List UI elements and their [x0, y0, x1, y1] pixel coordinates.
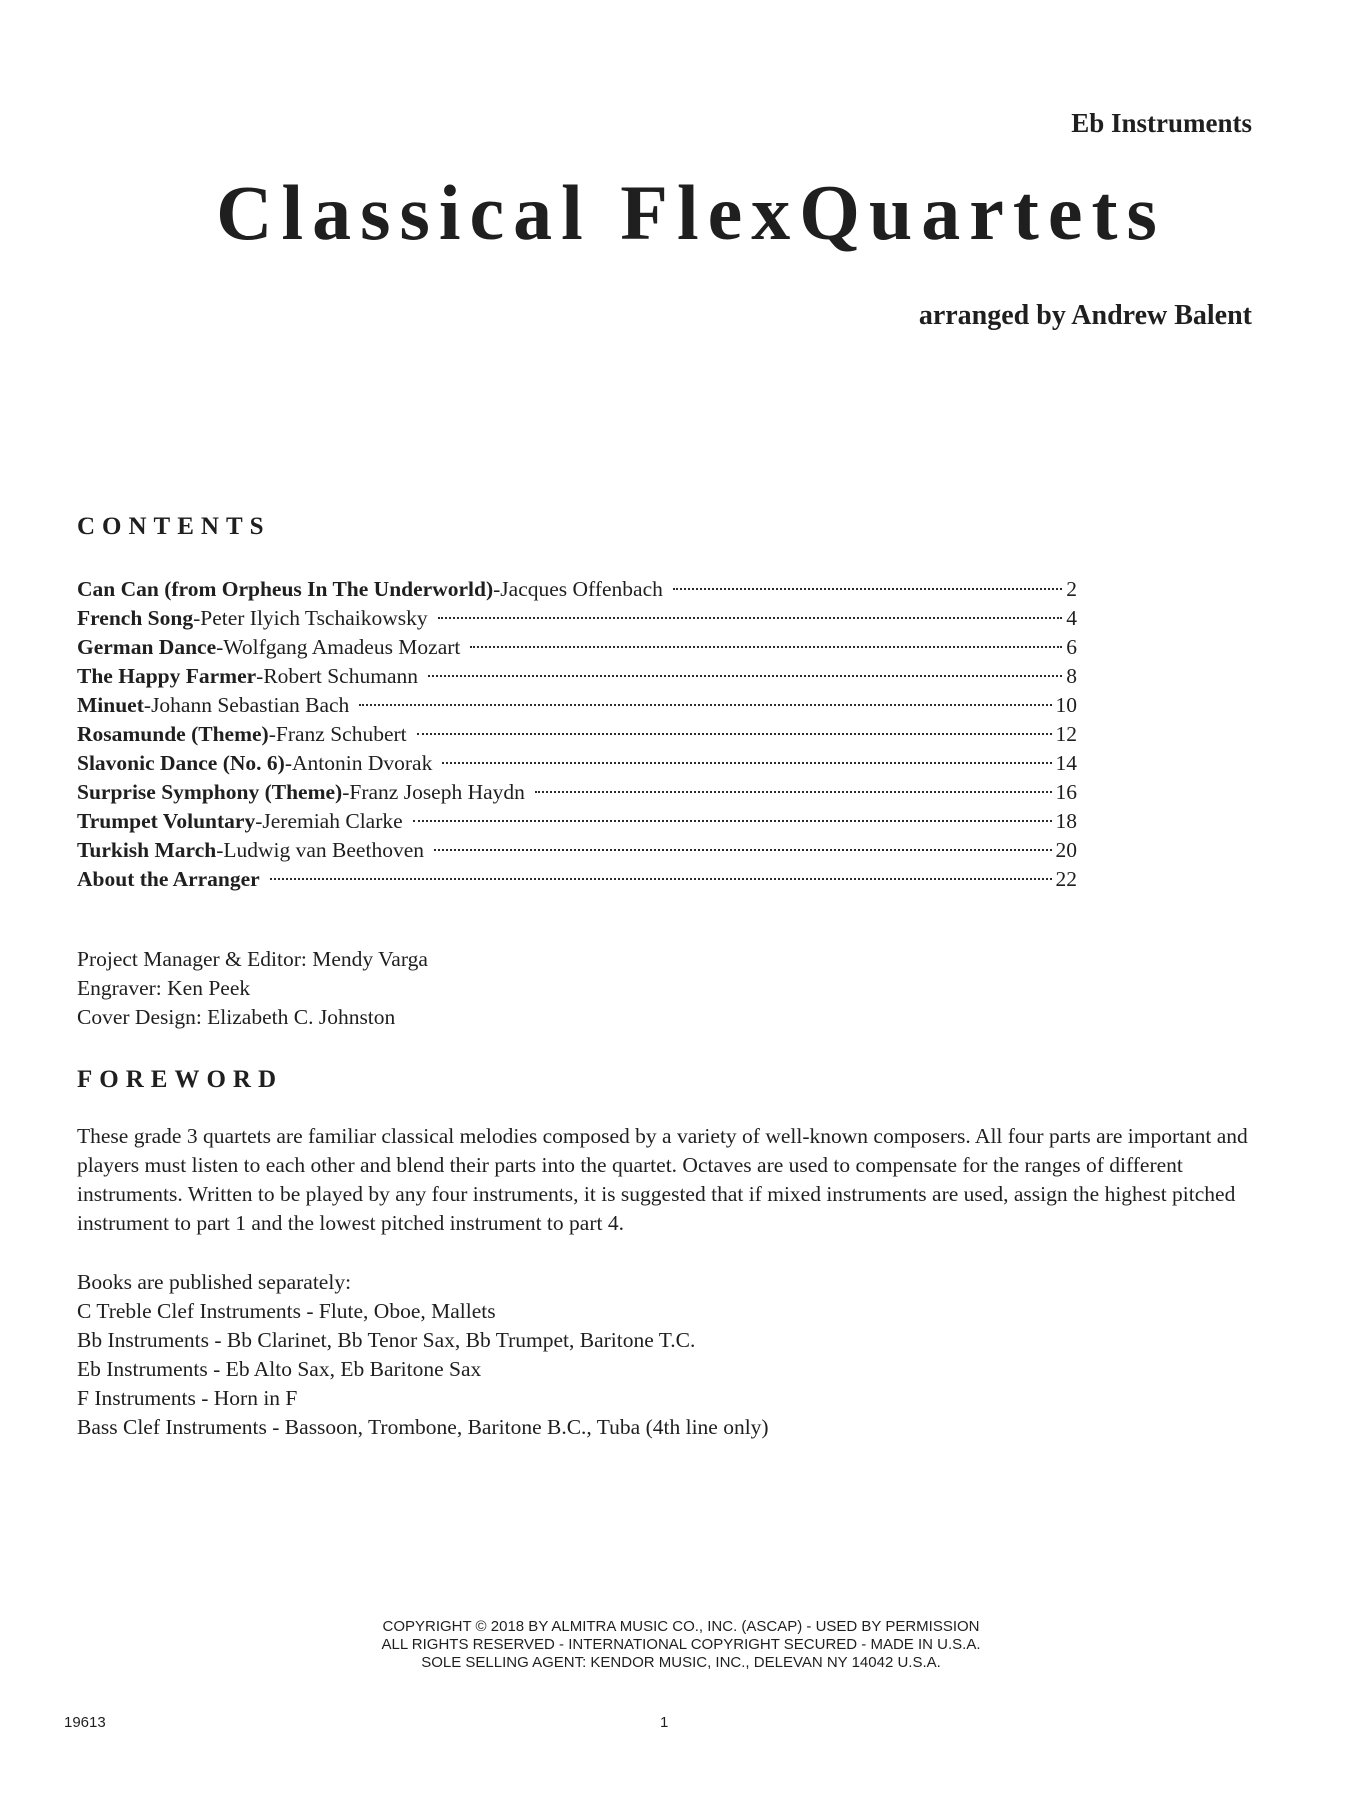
toc-title: Turkish March: [77, 838, 217, 862]
toc-composer: Franz Joseph Haydn: [349, 780, 525, 804]
dot-leader: [442, 762, 1051, 764]
page-number: 1: [660, 1714, 669, 1731]
dot-leader: [417, 733, 1052, 735]
toc-entry[interactable]: [77, 778, 1077, 807]
copyright-line: SOLE SELLING AGENT: KENDOR MUSIC, INC., DELEVAN NY 14042 U.S.A.: [421, 1654, 941, 1671]
dot-leader: [428, 675, 1062, 677]
toc-separator: -: [193, 606, 201, 630]
books-intro: Books are published separately:: [77, 1270, 352, 1294]
toc-separator: -: [268, 722, 276, 746]
foreword-paragraph: These grade 3 quartets are familiar classical melodies composed by a variety of well-known composers. All four parts are important and players must listen to each other and blend their parts into the quartet. Octaves are used to compensate for the ranges of different instruments. Written to be played by any four instruments, it is suggested that if mixed instruments are used, assign the highest pitched instrument to part 1 and the lowest pitched instrument to part 4.: [77, 1124, 1248, 1235]
toc-entry[interactable]: [77, 604, 1077, 633]
toc-separator: -: [216, 838, 224, 862]
production-credits: [77, 945, 428, 1032]
books-list: [77, 1268, 769, 1442]
edition-label: Eb Instruments: [1071, 108, 1252, 138]
dot-leader: [413, 820, 1052, 822]
copyright-notice: [0, 1618, 1352, 1672]
toc-page-number: 12: [1055, 722, 1077, 746]
copyright-line: COPYRIGHT © 2018 BY ALMITRA MUSIC CO., INC. (ASCAP) - USED BY PERMISSION: [382, 1618, 980, 1635]
toc-entry[interactable]: [77, 662, 1077, 691]
toc-title: French Song: [77, 606, 194, 630]
toc-title: German Dance: [77, 635, 217, 659]
toc-title: Trumpet Voluntary: [77, 809, 256, 833]
toc-entry[interactable]: [77, 865, 1077, 894]
toc-title: Slavonic Dance (No. 6): [77, 751, 285, 775]
dot-leader: [359, 704, 1051, 706]
credit-line: Engraver: Ken Peek: [77, 976, 251, 1000]
toc-composer: Ludwig van Beethoven: [223, 838, 424, 862]
toc-page-number: 4: [1066, 606, 1077, 630]
toc-page-number: 6: [1066, 635, 1077, 659]
toc-title: The Happy Farmer: [77, 664, 257, 688]
toc-page-number: 10: [1055, 693, 1077, 717]
dot-leader: [438, 617, 1063, 619]
dot-leader: [673, 588, 1062, 590]
credit-line: Project Manager & Editor: Mendy Varga: [77, 947, 428, 971]
toc-page-number: 8: [1066, 664, 1077, 688]
toc-title: Minuet: [77, 693, 144, 717]
book-item: Bass Clef Instruments - Bassoon, Trombone, Baritone B.C., Tuba (4th line only): [77, 1415, 769, 1439]
dot-leader: [434, 849, 1052, 851]
catalog-number: 19613: [64, 1714, 106, 1731]
toc-page-number: 18: [1055, 809, 1077, 833]
table-of-contents: [77, 575, 1077, 894]
toc-entry[interactable]: [77, 691, 1077, 720]
page-title: Classical FlexQuartets: [216, 169, 1166, 256]
toc-title: Rosamunde (Theme): [77, 722, 269, 746]
toc-title: Surprise Symphony (Theme): [77, 780, 343, 804]
foreword-body: [77, 1122, 1257, 1238]
toc-entry[interactable]: [77, 575, 1077, 604]
dot-leader: [535, 791, 1052, 793]
dot-leader: [470, 646, 1062, 648]
toc-separator: -: [342, 780, 350, 804]
book-item: Bb Instruments - Bb Clarinet, Bb Tenor Sax, Bb Trumpet, Baritone T.C.: [77, 1328, 696, 1352]
copyright-line: ALL RIGHTS RESERVED - INTERNATIONAL COPYRIGHT SECURED - MADE IN U.S.A.: [381, 1636, 981, 1653]
toc-entry[interactable]: [77, 633, 1077, 662]
book-item: Eb Instruments - Eb Alto Sax, Eb Baritone Sax: [77, 1357, 482, 1381]
arranger-credit: arranged by Andrew Balent: [918, 300, 1252, 331]
toc-page-number: 16: [1055, 780, 1077, 804]
contents-heading: CONTENTS: [77, 513, 271, 540]
toc-composer: Jeremiah Clarke: [262, 809, 403, 833]
toc-separator: -: [256, 664, 264, 688]
toc-entry[interactable]: [77, 807, 1077, 836]
toc-separator: -: [255, 809, 263, 833]
book-item: C Treble Clef Instruments - Flute, Oboe, Mallets: [77, 1299, 496, 1323]
toc-title: About the Arranger: [77, 867, 260, 891]
toc-composer: Robert Schumann: [263, 664, 418, 688]
toc-composer: Franz Schubert: [275, 722, 407, 746]
toc-entry[interactable]: [77, 836, 1077, 865]
toc-entry[interactable]: [77, 749, 1077, 778]
toc-composer: Johann Sebastian Bach: [151, 693, 350, 717]
credit-line: Cover Design: Elizabeth C. Johnston: [77, 1005, 396, 1029]
toc-composer: Wolfgang Amadeus Mozart: [223, 635, 461, 659]
toc-title: Can Can (from Orpheus In The Underworld): [77, 577, 494, 601]
toc-page-number: 14: [1055, 751, 1077, 775]
toc-page-number: 22: [1055, 867, 1077, 891]
toc-separator: -: [493, 577, 501, 601]
toc-composer: Antonin Dvorak: [292, 751, 433, 775]
dot-leader: [270, 878, 1052, 880]
toc-separator: -: [143, 693, 152, 717]
foreword-heading: FOREWORD: [77, 1066, 283, 1093]
book-item: F Instruments - Horn in F: [77, 1386, 298, 1410]
toc-composer: Jacques Offenbach: [500, 577, 663, 601]
toc-page-number: 2: [1066, 577, 1077, 601]
toc-separator: -: [216, 635, 224, 659]
toc-separator: -: [284, 751, 292, 775]
toc-composer: Peter Ilyich Tschaikowsky: [200, 606, 428, 630]
toc-page-number: 20: [1055, 838, 1077, 862]
toc-entry[interactable]: [77, 720, 1077, 749]
